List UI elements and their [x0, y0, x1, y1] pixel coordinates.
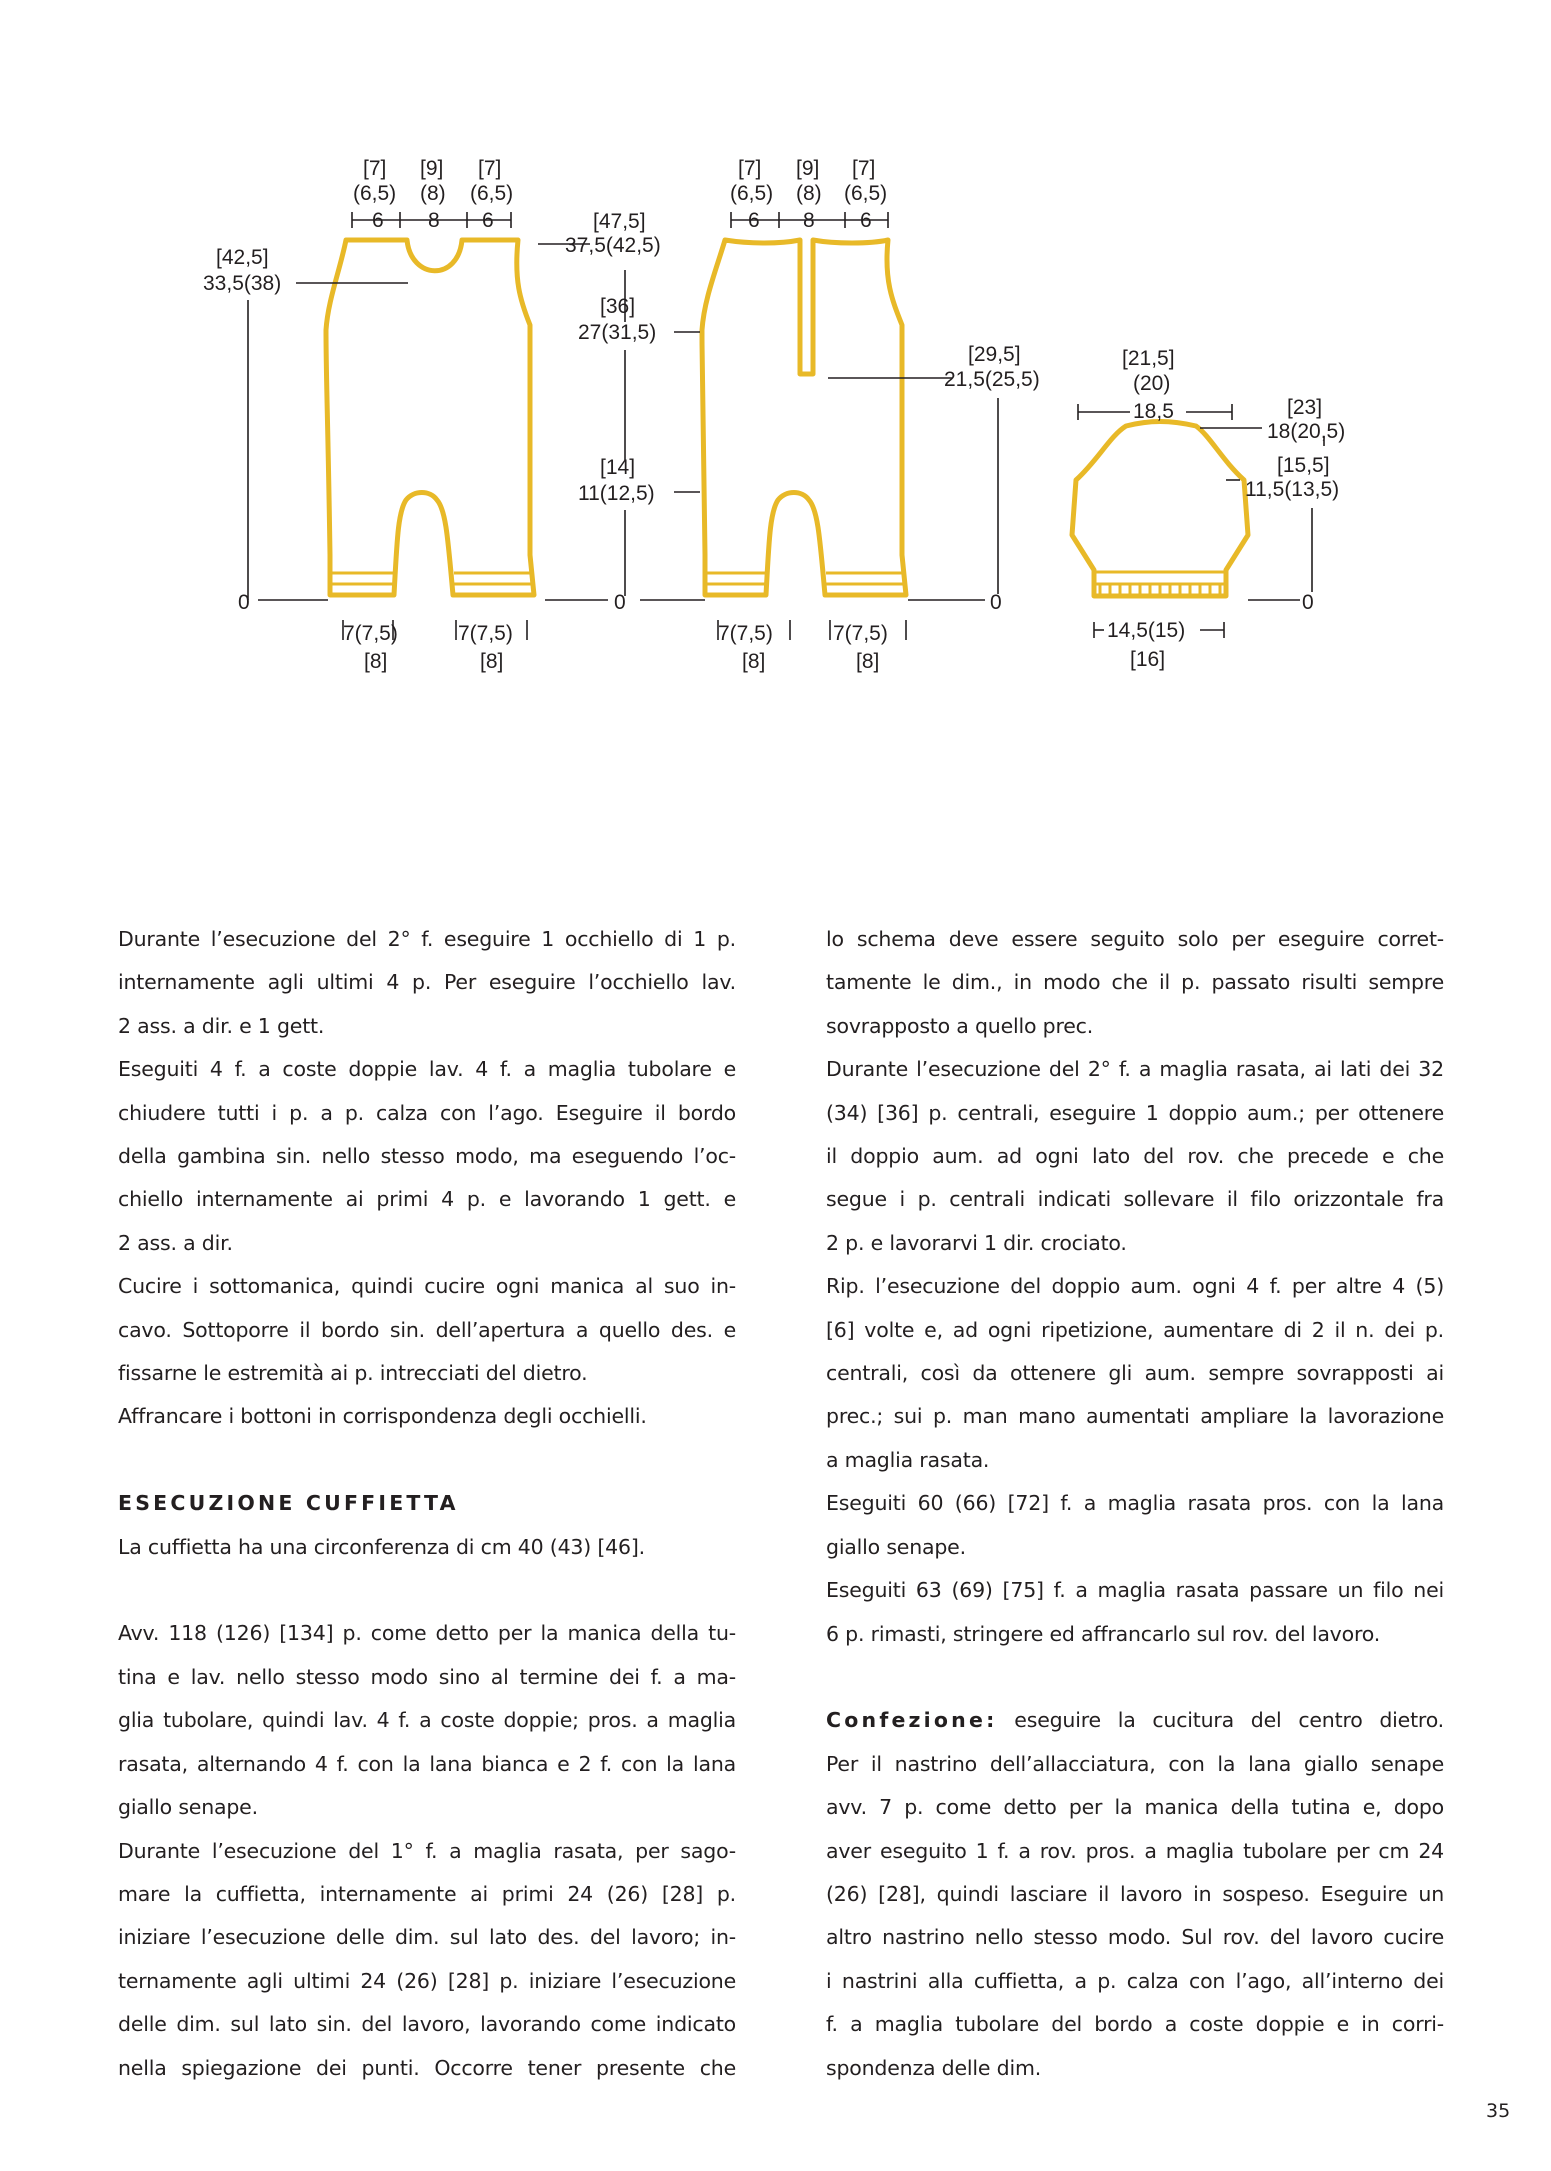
front-height-l: [42,5]	[216, 246, 269, 269]
front-leg-left-l: [8]	[364, 650, 388, 673]
back-neck-left-m: (6,5)	[730, 182, 774, 205]
text-line: internamente agli ultimi 4 p. Per eseguire l’occhiello lav.	[118, 970, 736, 995]
text-line: Eseguiti 4 f. a coste doppie lav. 4 f. a maglia tubolare e	[118, 1057, 736, 1082]
text-line: spondenza delle dim.	[826, 2055, 1042, 2080]
text-line: Durante l’esecuzione del 2° f. eseguire 1 occhiello di 1 p.	[118, 927, 736, 951]
front-neck-center-s: 8	[428, 209, 440, 232]
page-number: 35	[1486, 2100, 1511, 2122]
text-line: Eseguiti 63 (69) [75] f. a maglia rasata passare un filo nei	[826, 1578, 1444, 1603]
front-height-sm: 33,5(38)	[203, 272, 282, 295]
text-line: fissarne le estremità ai p. intrecciati del dietro.	[118, 1361, 588, 1386]
text-line: glia tubolare, quindi lav. 4 f. a coste doppie; pros. a maglia	[118, 1708, 736, 1733]
text-line: f. a maglia tubolare del bordo a coste doppie e in corri-	[826, 2012, 1444, 2037]
front-leg-right-sm: 7(7,5)	[458, 622, 513, 645]
text-line: Eseguiti 60 (66) [72] f. a maglia rasata pros. con la lana	[826, 1491, 1444, 1516]
text-line: (26) [28], quindi lasciare il lavoro in sospeso. Eseguire un	[826, 1881, 1444, 1906]
text-line: a maglia rasata.	[826, 1447, 990, 1472]
confezione-line	[826, 1699, 1444, 1742]
sleeve-height-l: [23]	[1287, 396, 1323, 419]
text-line: i nastrini alla cuffietta, a p. calza con l’ago, all’interno dei	[826, 1968, 1444, 1993]
finishing-paragraph	[118, 918, 736, 1439]
bonnet-paragraph	[118, 1612, 736, 2089]
back-neck-right-m: (6,5)	[844, 182, 888, 205]
text-line: Rip. l’esecuzione del doppio aum. ogni 4 f. per altre 4 (5)	[826, 1274, 1444, 1299]
confezione-text: eseguire la cucitura del centro dietro.	[1014, 1708, 1444, 1733]
total-height-sm: 37,5(42,5)	[565, 234, 661, 257]
right-text-column	[826, 918, 1444, 2090]
garment-schematic	[0, 0, 1551, 700]
text-line: Per il nastrino dell’allacciatura, con la lana giallo senape	[826, 1751, 1444, 1776]
back-neck-left-s: 6	[748, 209, 760, 232]
front-leg-right-l: [8]	[480, 650, 504, 673]
front-neck-right-m: (6,5)	[470, 182, 514, 205]
text-line: cavo. Sottoporre il bordo sin. dell’apertura a quello des. e	[118, 1317, 736, 1342]
confezione-label: Confezione:	[826, 1708, 998, 1733]
crotch-height-l: [14]	[600, 456, 636, 479]
text-line: Cucire i sottomanica, quindi cucire ogni manica al suo in-	[118, 1274, 736, 1299]
section-heading: ESECUZIONE CUFFIETTA	[118, 1491, 459, 1516]
sleeve-cuff-l: [16]	[1130, 648, 1166, 671]
text-line: Durante l’esecuzione del 2° f. a maglia rasata, ai lati dei 32	[826, 1057, 1444, 1082]
text-line: iniziare l’esecuzione delle dim. sul lato des. del lavoro; in-	[118, 1925, 736, 1950]
back-leg-left-sm: 7(7,5)	[718, 622, 773, 645]
sleeve-outline	[1072, 422, 1248, 597]
text-line: centrali, così da ottenere gli aum. sempre sovrapposti ai	[826, 1361, 1444, 1386]
text-line: avv. 7 p. come detto per la manica della tutina e, dopo	[826, 1795, 1444, 1820]
text-line: giallo senape.	[826, 1534, 966, 1559]
text-line: Durante l’esecuzione del 1° f. a maglia rasata, per sago-	[118, 1838, 736, 1863]
sleeve-zero: 0	[1302, 591, 1314, 614]
decrease-paragraph	[826, 918, 1444, 1656]
back-romper-outline	[702, 240, 906, 595]
back-opening-sm: 21,5(25,5)	[944, 368, 1040, 391]
sleeve-top-s: 18,5	[1133, 400, 1174, 423]
text-line: ternamente agli ultimi 24 (26) [28] p. iniziare l’esecuzione	[118, 1968, 736, 1993]
back-leg-right-sm: 7(7,5)	[833, 622, 888, 645]
crotch-height-sm: 11(12,5)	[578, 482, 655, 505]
back-zero: 0	[990, 591, 1002, 614]
sleeve-cuff-sm: 14,5(15)	[1107, 619, 1186, 642]
text-line: Avv. 118 (126) [134] p. come detto per la manica della tu-	[118, 1621, 736, 1646]
total-height-l: [47,5]	[593, 210, 646, 233]
sleeve-cap-l: [15,5]	[1277, 454, 1330, 477]
text-line: [6] volte e, ad ogni ripetizione, aumentare di 2 il n. dei p.	[826, 1317, 1444, 1342]
body-height-l: [36]	[600, 295, 636, 318]
text-line: il doppio aum. ad ogni lato del rov. che precede e che	[826, 1144, 1444, 1169]
front-neck-right-s: 6	[482, 209, 494, 232]
front-romper-outline	[326, 240, 534, 595]
front-leg-left-sm: 7(7,5)	[343, 622, 398, 645]
text-line: prec.; sui p. man mano aumentati ampliare la lavorazione	[826, 1404, 1444, 1429]
front-neck-center-m: (8)	[420, 182, 446, 205]
text-line: 2 p. e lavorarvi 1 dir. crociato.	[826, 1230, 1127, 1255]
text-line: (34) [36] p. centrali, eseguire 1 doppio aum.; per ottenere	[826, 1100, 1444, 1125]
front-neck-right-l: [7]	[478, 157, 502, 180]
front-neck-left-m: (6,5)	[353, 182, 397, 205]
text-line: altro nastrino nello stesso modo. Sul rov. del lavoro cucire	[826, 1925, 1444, 1950]
text-line: Affrancare i bottoni in corrispondenza degli occhielli.	[118, 1404, 647, 1429]
back-neck-right-l: [7]	[852, 157, 876, 180]
back-neck-left-l: [7]	[738, 157, 762, 180]
front-neck-left-l: [7]	[363, 157, 387, 180]
text-line: chiello internamente ai primi 4 p. e lavorando 1 gett. e	[118, 1187, 736, 1212]
text-line: chiudere tutti i p. a p. calza con l’ago. Eseguire il bordo	[118, 1100, 736, 1125]
assembly-paragraph	[826, 1699, 1444, 2090]
back-neck-right-s: 6	[860, 209, 872, 232]
text-line: rasata, alternando 4 f. con la lana bianca e 2 f. con la lana	[118, 1751, 736, 1776]
text-line: tina e lav. nello stesso modo sino al termine dei f. a ma-	[118, 1664, 736, 1689]
text-line: nella spiegazione dei punti. Occorre tener presente che	[118, 2055, 736, 2080]
text-line: 2 ass. a dir.	[118, 1230, 233, 1255]
back-neck-center-s: 8	[803, 209, 815, 232]
text-line: mare la cuffietta, internamente ai primi 24 (26) [28] p.	[118, 1881, 736, 1906]
text-line: tamente le dim., in modo che il p. passato risulti sempre	[826, 970, 1444, 995]
sleeve-top-l: [21,5]	[1122, 347, 1175, 370]
left-text-column	[118, 918, 736, 2090]
text-line: della gambina sin. nello stesso modo, ma eseguendo l’oc-	[118, 1144, 736, 1169]
back-neck-center-l: [9]	[796, 157, 820, 180]
sleeve-top-m: (20)	[1133, 372, 1171, 395]
text-line: giallo senape.	[118, 1795, 258, 1820]
text-line: lo schema deve essere seguito solo per eseguire corret-	[826, 927, 1444, 951]
middle-zero: 0	[614, 591, 626, 614]
front-zero: 0	[238, 591, 250, 614]
sleeve-height-sm: 18(20,5)	[1267, 420, 1346, 443]
text-line: 2 ass. a dir. e 1 gett.	[118, 1013, 325, 1038]
front-neck-left-s: 6	[372, 209, 384, 232]
text-line: sovrapposto a quello prec.	[826, 1013, 1094, 1038]
text-line: aver eseguito 1 f. a rov. pros. a maglia tubolare per cm 24	[826, 1838, 1444, 1863]
text-line: delle dim. sul lato sin. del lavoro, lavorando come indicato	[118, 2012, 736, 2037]
back-leg-left-l: [8]	[742, 650, 766, 673]
text-line: 6 p. rimasti, stringere ed affrancarlo sul rov. del lavoro.	[826, 1621, 1381, 1646]
front-neck-center-l: [9]	[420, 157, 444, 180]
text-line: segue i p. centrali indicati sollevare il filo orizzontale fra	[826, 1187, 1444, 1212]
back-neck-center-m: (8)	[796, 182, 822, 205]
back-leg-right-l: [8]	[856, 650, 880, 673]
back-opening-l: [29,5]	[968, 343, 1021, 366]
intro-line: La cuffietta ha una circonferenza di cm 40 (43) [46].	[118, 1534, 645, 1559]
body-height-sm: 27(31,5)	[578, 321, 657, 344]
sleeve-cap-sm: 11,5(13,5)	[1245, 478, 1340, 501]
